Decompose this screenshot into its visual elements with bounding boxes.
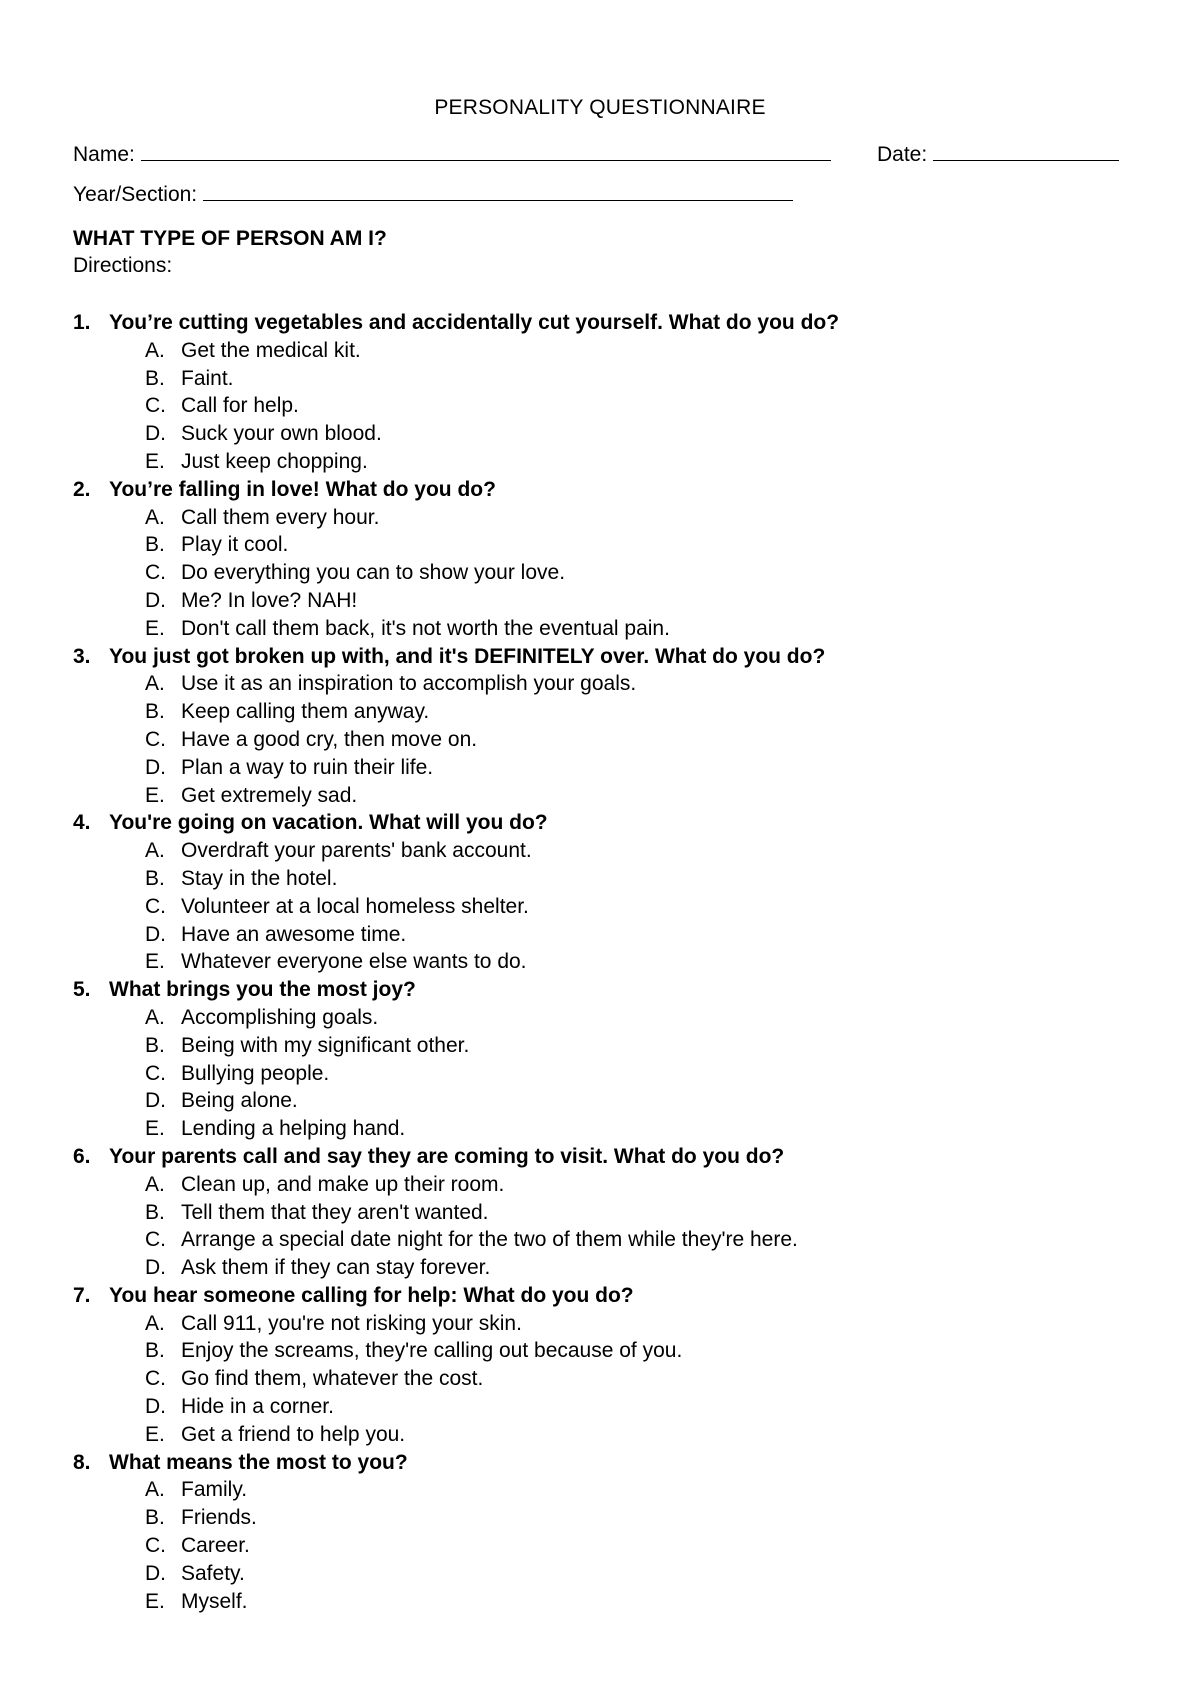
option-letter: B. (145, 700, 165, 724)
name-blank[interactable] (141, 142, 831, 161)
option-letter: B. (145, 866, 165, 890)
question-text-row (73, 476, 1173, 504)
answer-option[interactable] (73, 1199, 1173, 1227)
option-letter: D. (145, 588, 166, 612)
option-letter: D. (145, 1256, 166, 1280)
option-text: Tell them that they aren't wanted. (181, 1200, 489, 1224)
option-text: Call 911, you're not risking your skin. (181, 1311, 522, 1335)
option-text: Have a good cry, then move on. (181, 727, 478, 751)
option-text: Me? In love? NAH! (181, 588, 358, 612)
answer-option[interactable] (73, 782, 1173, 810)
option-letter: C. (145, 561, 166, 585)
date-label: Date: (877, 143, 928, 166)
question-text: You're going on vacation. What will you do? (109, 811, 548, 835)
question-text: What brings you the most joy? (109, 978, 416, 1002)
question-text-row (73, 643, 1173, 671)
option-letter: C. (145, 1367, 166, 1391)
answer-option[interactable] (73, 1365, 1173, 1393)
option-letter: B. (145, 366, 165, 390)
question-text: Your parents call and say they are coming to visit. What do you do? (109, 1144, 785, 1168)
option-text: Friends. (181, 1506, 257, 1530)
option-text: Family. (181, 1478, 248, 1502)
page-title: PERSONALITY QUESTIONNAIRE (434, 96, 766, 119)
option-text: Do everything you can to show your love. (181, 561, 566, 585)
question-number: 3. (73, 644, 91, 668)
year-section-field-row (73, 182, 793, 207)
answer-option[interactable] (73, 1115, 1173, 1143)
answer-option[interactable] (73, 392, 1173, 420)
answer-option[interactable] (73, 337, 1173, 365)
question-block (73, 976, 1173, 1143)
answer-option[interactable] (73, 1421, 1173, 1449)
question-text-row (73, 1143, 1173, 1171)
question-block (73, 1449, 1173, 1616)
option-text: Call them every hour. (181, 505, 380, 529)
answer-option[interactable] (73, 1337, 1173, 1365)
option-text: Overdraft your parents' bank account. (181, 839, 532, 863)
answer-option[interactable] (73, 448, 1173, 476)
option-letter: B. (145, 1339, 165, 1363)
question-text: You just got broken up with, and it's DEFINITELY over. What do you do? (109, 644, 826, 668)
answer-option[interactable] (73, 893, 1173, 921)
answer-option[interactable] (73, 1004, 1173, 1032)
question-number: 8. (73, 1450, 91, 1474)
answer-option[interactable] (73, 670, 1173, 698)
answer-option[interactable] (73, 1226, 1173, 1254)
option-text: Don't call them back, it's not worth the eventual pain. (181, 616, 670, 640)
answer-option[interactable] (73, 948, 1173, 976)
option-text: Enjoy the screams, they're calling out because of you. (181, 1339, 683, 1363)
option-letter: C. (145, 394, 166, 418)
date-field-row (877, 142, 1119, 167)
option-text: Lending a helping hand. (181, 1117, 406, 1141)
option-text: Get extremely sad. (181, 783, 358, 807)
option-text: Go find them, whatever the cost. (181, 1367, 484, 1391)
option-letter: E. (145, 1422, 165, 1446)
option-letter: B. (145, 1200, 165, 1224)
answer-option[interactable] (73, 1254, 1173, 1282)
option-text: Myself. (181, 1589, 248, 1613)
question-number: 6. (73, 1144, 91, 1168)
question-list (73, 309, 1173, 1615)
option-text: Call for help. (181, 394, 299, 418)
option-text: Get the medical kit. (181, 338, 361, 362)
option-letter: C. (145, 1534, 166, 1558)
date-blank[interactable] (933, 142, 1119, 161)
option-letter: E. (145, 449, 165, 473)
option-text: Suck your own blood. (181, 422, 382, 446)
answer-option[interactable] (73, 1504, 1173, 1532)
answer-option[interactable] (73, 1532, 1173, 1560)
question-number: 7. (73, 1283, 91, 1307)
question-text-row (73, 1282, 1173, 1310)
option-text: Have an awesome time. (181, 922, 407, 946)
answer-option[interactable] (73, 837, 1173, 865)
option-letter: A. (145, 1478, 165, 1502)
option-text: Just keep chopping. (181, 449, 368, 473)
option-text: Faint. (181, 366, 234, 390)
question-text-row (73, 1449, 1173, 1477)
option-text: Plan a way to ruin their life. (181, 755, 434, 779)
option-text: Stay in the hotel. (181, 866, 338, 890)
question-number: 4. (73, 811, 91, 835)
option-letter: C. (145, 727, 166, 751)
answer-option[interactable] (73, 1171, 1173, 1199)
option-text: Career. (181, 1534, 250, 1558)
answer-option[interactable] (73, 921, 1173, 949)
option-text: Hide in a corner. (181, 1395, 334, 1419)
option-letter: D. (145, 755, 166, 779)
directions-label: Directions: (73, 254, 173, 277)
answer-option[interactable] (73, 559, 1173, 587)
option-text: Get a friend to help you. (181, 1422, 406, 1446)
option-text: Play it cool. (181, 533, 289, 557)
answer-option[interactable] (73, 1393, 1173, 1421)
answer-option[interactable] (73, 726, 1173, 754)
option-letter: A. (145, 672, 165, 696)
option-letter: E. (145, 1589, 165, 1613)
answer-option[interactable] (73, 1060, 1173, 1088)
option-text: Safety. (181, 1561, 245, 1585)
option-text: Volunteer at a local homeless shelter. (181, 894, 529, 918)
year-section-blank[interactable] (203, 182, 793, 201)
question-text: You hear someone calling for help: What do you do? (109, 1283, 634, 1307)
option-text: Clean up, and make up their room. (181, 1172, 505, 1196)
answer-option[interactable] (73, 504, 1173, 532)
section-heading: WHAT TYPE OF PERSON AM I? (73, 227, 387, 250)
answer-option[interactable] (73, 587, 1173, 615)
answer-option[interactable] (73, 420, 1173, 448)
option-letter: A. (145, 839, 165, 863)
option-text: Whatever everyone else wants to do. (181, 950, 527, 974)
answer-option[interactable] (73, 615, 1173, 643)
option-letter: D. (145, 1395, 166, 1419)
option-text: Accomplishing goals. (181, 1005, 379, 1029)
answer-option[interactable] (73, 865, 1173, 893)
option-letter: D. (145, 1089, 166, 1113)
option-text: Ask them if they can stay forever. (181, 1256, 491, 1280)
question-text: You’re cutting vegetables and accidentally cut yourself. What do you do? (109, 311, 840, 334)
option-text: Keep calling them anyway. (181, 700, 430, 724)
question-block (73, 1282, 1173, 1449)
option-letter: D. (145, 922, 166, 946)
question-number: 1. (73, 311, 91, 334)
option-letter: A. (145, 505, 165, 529)
option-text: Arrange a special date night for the two of them while they're here. (181, 1228, 798, 1252)
year-section-label: Year/Section: (73, 183, 198, 206)
answer-option[interactable] (73, 365, 1173, 393)
question-block (73, 309, 1173, 476)
option-letter: C. (145, 1061, 166, 1085)
option-letter: D. (145, 422, 166, 446)
option-text: Being alone. (181, 1089, 298, 1113)
name-label: Name: (73, 143, 135, 166)
answer-option[interactable] (73, 754, 1173, 782)
option-letter: A. (145, 1005, 165, 1029)
option-letter: E. (145, 616, 165, 640)
option-letter: E. (145, 783, 165, 807)
answer-option[interactable] (73, 698, 1173, 726)
question-text-row (73, 809, 1173, 837)
answer-option[interactable] (73, 1087, 1173, 1115)
option-letter: B. (145, 1033, 165, 1057)
option-letter: C. (145, 1228, 166, 1252)
question-text-row (73, 309, 1173, 337)
option-text: Being with my significant other. (181, 1033, 470, 1057)
name-field-row (73, 142, 831, 167)
option-letter: C. (145, 894, 166, 918)
option-letter: E. (145, 1117, 165, 1141)
option-letter: A. (145, 338, 165, 362)
option-text: Use it as an inspiration to accomplish your goals. (181, 672, 637, 696)
answer-option[interactable] (73, 1032, 1173, 1060)
question-block (73, 643, 1173, 810)
answer-option[interactable] (73, 1588, 1173, 1616)
question-text-row (73, 976, 1173, 1004)
option-letter: B. (145, 533, 165, 557)
option-letter: E. (145, 950, 165, 974)
question-block (73, 1143, 1173, 1282)
answer-option[interactable] (73, 1476, 1173, 1504)
question-block (73, 476, 1173, 643)
option-letter: B. (145, 1506, 165, 1530)
option-letter: A. (145, 1172, 165, 1196)
question-text: What means the most to you? (109, 1450, 408, 1474)
question-block (73, 809, 1173, 976)
answer-option[interactable] (73, 1560, 1173, 1588)
option-letter: A. (145, 1311, 165, 1335)
option-letter: D. (145, 1561, 166, 1585)
answer-option[interactable] (73, 1310, 1173, 1338)
option-text: Bullying people. (181, 1061, 330, 1085)
question-number: 2. (73, 477, 91, 501)
question-number: 5. (73, 978, 91, 1002)
question-text: You’re falling in love! What do you do? (109, 477, 496, 501)
answer-option[interactable] (73, 531, 1173, 559)
